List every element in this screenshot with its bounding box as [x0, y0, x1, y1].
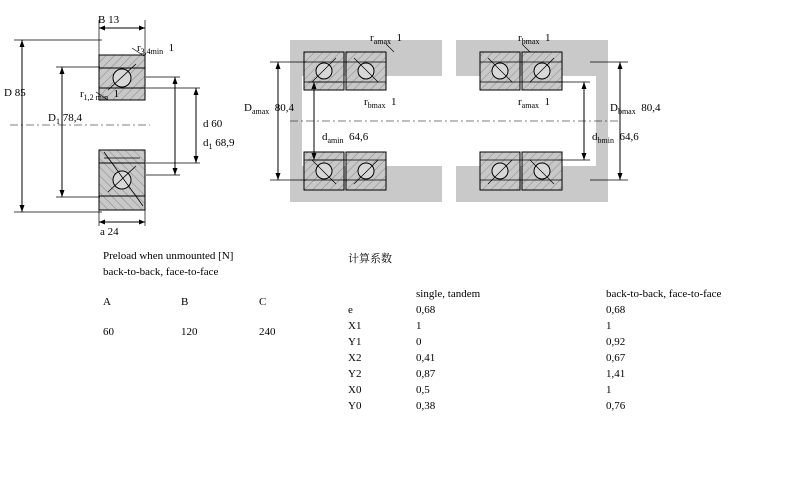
factors-table-title: 计算系数	[348, 252, 392, 265]
factors-header-symbol	[348, 288, 416, 304]
dim-D1: $D_1$ 78,4	[48, 112, 82, 127]
factor-symbol-y1: Y1	[348, 336, 362, 348]
factor-single-y2: 0,87	[416, 368, 436, 380]
label-dbmin: $d_{bmin}$ 64,6	[592, 131, 639, 146]
label-Dbmax: $D_{bmax}$ 80,4	[610, 102, 661, 117]
preload-value-B: 120	[181, 326, 198, 338]
dim-r12min: $r_{1,2 min}$ 1	[80, 88, 120, 103]
factor-single-e: 0,68	[416, 304, 436, 316]
preload-table	[103, 250, 337, 342]
factor-paired-e: 0,68	[606, 304, 626, 316]
factor-single-x1: 1	[416, 320, 422, 332]
label-damin: $d_{amin}$ 64,6	[322, 131, 369, 146]
factor-symbol-x0: X0	[348, 384, 362, 396]
factor-symbol-y2: Y2	[348, 368, 362, 380]
preload-value-C: 240	[259, 326, 276, 338]
factor-symbol-y0: Y0	[348, 400, 362, 412]
preload-header-B: B	[181, 296, 189, 308]
preload-header-A: A	[103, 296, 111, 308]
table-row	[348, 368, 721, 384]
dim-D: D 85	[4, 87, 26, 99]
label-ramax-left: $r_{amax}$ 1	[370, 32, 402, 47]
label-Damax: $D_{amax}$ 80,4	[244, 102, 295, 117]
dim-a: a 24	[100, 226, 119, 238]
table-row	[348, 336, 721, 352]
table-row	[348, 352, 721, 368]
preload-value-A: 60	[103, 326, 114, 338]
table-row	[348, 304, 721, 320]
factors-header-paired: back-to-back, face-to-face	[606, 288, 722, 300]
table-row-values	[103, 312, 337, 342]
preload-table-subtitle: back-to-back, face-to-face	[103, 266, 219, 278]
label-rbmax-inner: $r_{bmax}$ 1	[364, 96, 397, 111]
label-rbmax-right: $r_{bmax}$ 1	[518, 32, 551, 47]
factor-paired-y2: 1,41	[606, 368, 626, 380]
table-row	[348, 320, 721, 336]
factor-paired-y0: 0,76	[606, 400, 626, 412]
factor-symbol-x1: X1	[348, 320, 362, 332]
table-row-headers	[103, 296, 337, 312]
factor-paired-x2: 0,67	[606, 352, 626, 364]
factor-paired-x0: 1	[606, 384, 612, 396]
factor-single-x2: 0,41	[416, 352, 436, 364]
factors-table	[348, 250, 721, 416]
factor-paired-y1: 0,92	[606, 336, 626, 348]
factors-table-grid	[348, 288, 721, 416]
factor-single-x0: 0,5	[416, 384, 430, 396]
factors-header-single: single, tandem	[416, 288, 481, 300]
table-row	[348, 400, 721, 416]
factor-single-y0: 0,38	[416, 400, 436, 412]
preload-table-title: Preload when unmounted [N]	[103, 250, 234, 262]
dim-r34min: $r_{3,4min}$ 1	[137, 42, 175, 57]
factor-symbol-x2: X2	[348, 352, 362, 364]
preload-header-C: C	[259, 296, 267, 308]
factor-paired-x1: 1	[606, 320, 612, 332]
dim-B: B 13	[98, 14, 120, 26]
dim-d1: $d_1$ 68,9	[203, 137, 235, 152]
label-ramax-inner: $r_{amax}$ 1	[518, 96, 550, 111]
factor-single-y1: 0	[416, 336, 422, 348]
table-row	[348, 384, 721, 400]
preload-table-grid	[103, 296, 337, 342]
dim-d: d 60	[203, 118, 223, 130]
factor-symbol-e: e	[348, 304, 353, 316]
table-row-headers	[348, 288, 721, 304]
